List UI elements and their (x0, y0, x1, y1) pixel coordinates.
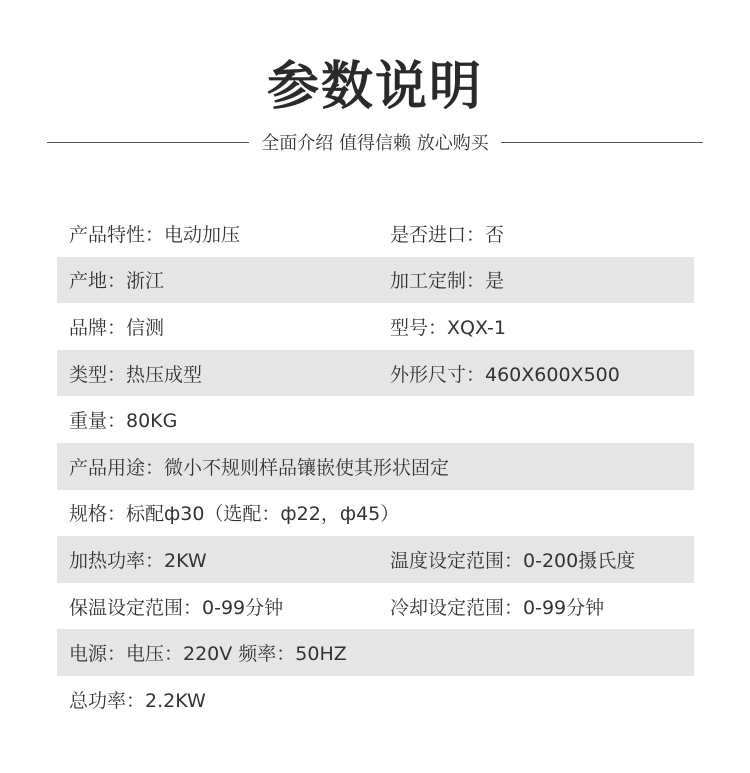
spec-table (57, 210, 694, 723)
spec-cell: 冷却设定范围：0-99分钟 (390, 596, 605, 619)
spec-row (57, 257, 694, 304)
spec-cell: 重量：80KG (69, 410, 178, 433)
spec-cell: 型号：XQX-1 (390, 316, 506, 339)
spec-cell: 规格：标配ф30（选配：ф22，ф45） (69, 503, 400, 526)
spec-row (57, 396, 694, 443)
spec-cell: 类型：热压成型 (69, 363, 203, 386)
spec-row (57, 536, 694, 583)
spec-cell: 温度设定范围：0-200摄氏度 (390, 549, 636, 572)
spec-row (57, 490, 694, 537)
spec-row (57, 676, 694, 723)
divider-line-left (47, 142, 249, 143)
spec-cell: 加热功率：2KW (69, 549, 207, 572)
divider-line-right (501, 142, 703, 143)
spec-cell: 电源：电压：220V 频率：50HZ (69, 643, 347, 666)
spec-cell: 产品用途：微小不规则样品镶嵌使其形状固定 (69, 456, 450, 479)
spec-cell: 外形尺寸：460X600X500 (390, 363, 620, 386)
spec-cell: 产地：浙江 (69, 270, 165, 293)
spec-row (57, 210, 694, 257)
spec-cell: 是否进口：否 (390, 223, 505, 246)
spec-row (57, 303, 694, 350)
spec-row (57, 443, 694, 490)
subtitle-divider (47, 128, 703, 156)
spec-row (57, 350, 694, 397)
spec-cell: 品牌：信测 (69, 316, 165, 339)
spec-cell: 保温设定范围：0-99分钟 (69, 596, 284, 619)
spec-cell: 产品特性：电动加压 (69, 223, 241, 246)
spec-row (57, 629, 694, 676)
spec-row (57, 583, 694, 630)
page-subtitle: 全面介绍 值得信赖 放心购买 (261, 133, 489, 154)
spec-cell: 加工定制：是 (390, 270, 505, 293)
spec-cell: 总功率：2.2KW (69, 689, 206, 712)
page-title: 参数说明 (266, 57, 483, 117)
